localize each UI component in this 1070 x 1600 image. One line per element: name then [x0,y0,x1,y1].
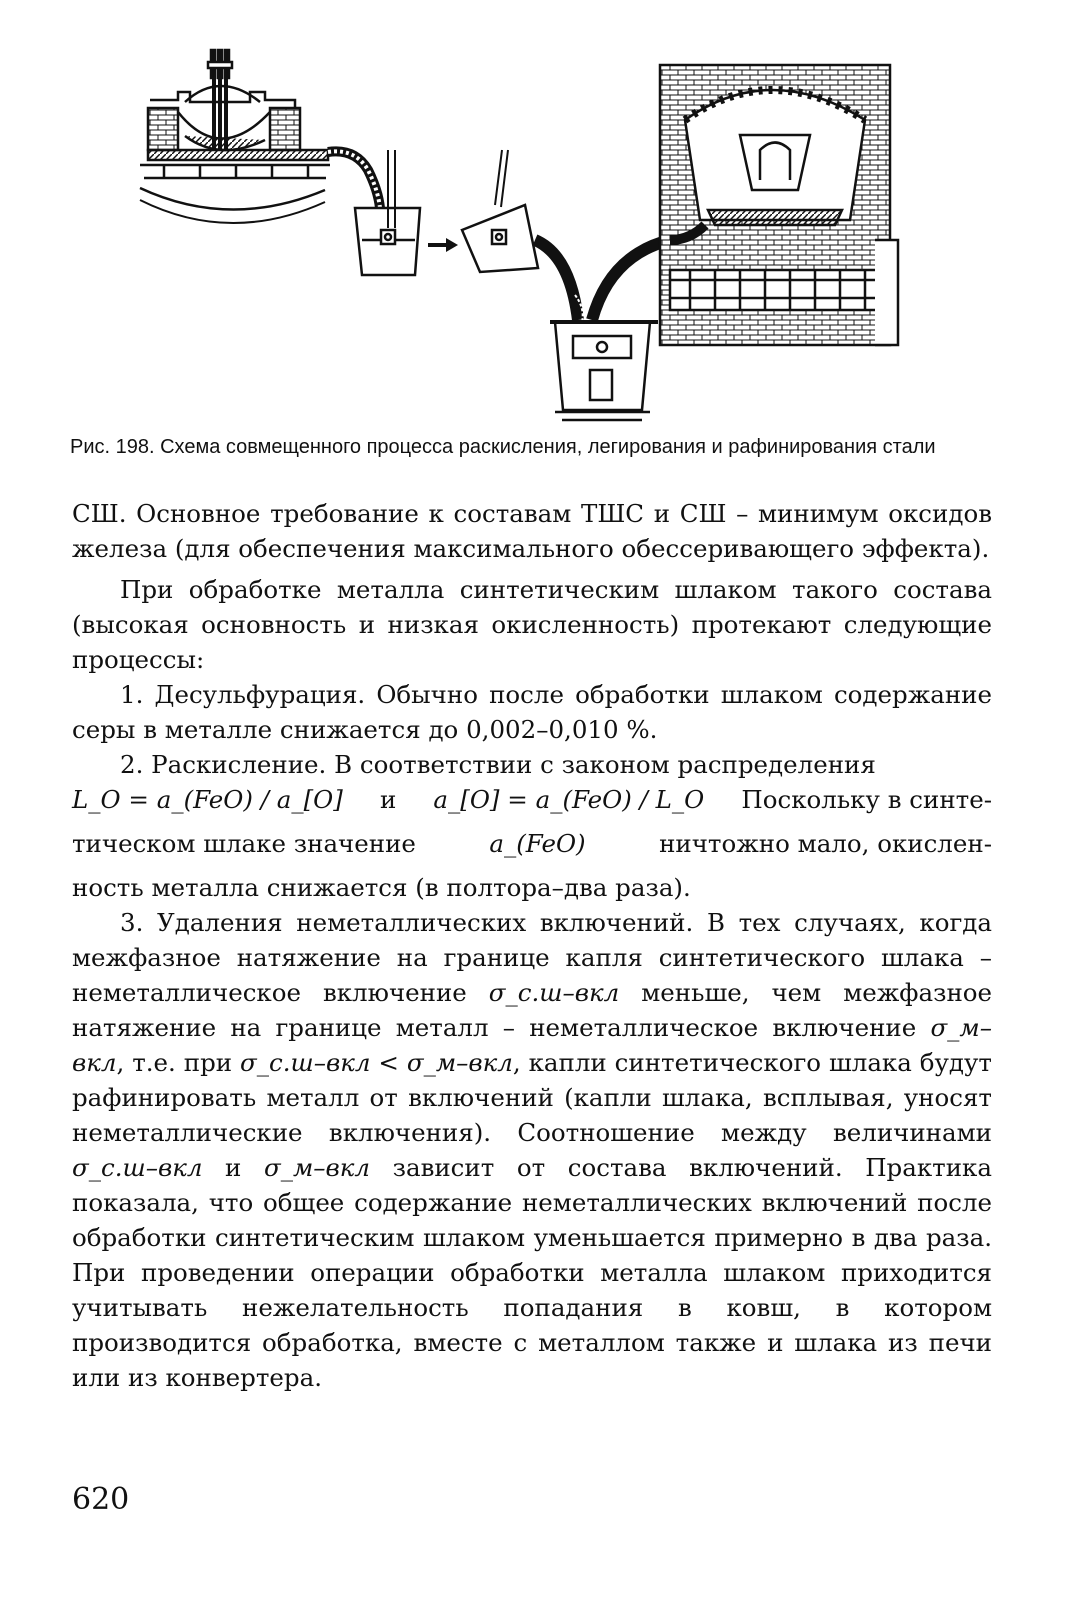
inclusions-text-f: зависит от состава включений. Практика показала, что общее содержание неметаллических включений после обработки синтетическим шлаком уменьшается примерно в два раза. При проведении операции обработки металла шлаком приходится учитывать нежелательность попадания в ковш, в котором производится обработка, вместе с металлом также и шлака из печи или из конвертера. [72,1153,992,1392]
receiving-ladle [550,322,658,420]
process-scheme-drawing [130,40,930,430]
sigma-metal-inclusion: σ_м–вкл [72,1013,992,1077]
main-text [72,496,992,1395]
arc-furnace [140,50,330,223]
inclusions-text-b: меньше, чем межфазное натяжение на границе металл – неметаллическое включение [72,978,993,1042]
paragraph-deoxidation-intro: 2. Раскисление. В соответствии с законом распределения [120,750,876,779]
inclusions-text-e: и [225,1153,242,1182]
slag-furnace [660,65,898,345]
formula-oxygen-activity: a_[O] = a_(FeO) / L_O [433,785,705,814]
formula-line-tail: Поскольку в синте- [741,785,992,814]
deoxidation-line [72,826,992,870]
paragraph-desulfurization: 1. Десульфурация. Обычно после обработки шлаком содержание серы в металле снижается до 0,002–0,010 %. [72,680,992,744]
deoxidation-text-a: тическом шлаке значение [72,829,416,858]
deoxidation-end: ность металла снижается (в полтора–два раза). [72,873,691,902]
page-number: 620 [72,1482,130,1517]
formula-distribution: L_O = a_(FeO) / a_[O] [72,785,343,814]
inclusions-text-d: , капли синтетического шлака будут рафинировать металл от включений (капли шлака, всплывая, уносят неметаллические включения). Соотношение между величинами [72,1048,992,1147]
sigma-slag-inclusion: σ_с.ш–вкл [488,978,620,1007]
metal-stream-2 [535,240,578,320]
deoxidation-text-b: ничтожно мало, окислен- [659,829,992,858]
sigma-inequality: σ_с.ш–вкл < σ_м–вкл [240,1048,513,1077]
ladle-tilted [462,150,538,272]
metal-stream-3 [592,240,670,320]
process-scheme-figure [130,40,930,430]
sigma-metal-inclusion-2: σ_м–вкл [263,1153,370,1182]
paragraph-2: При обработке металла синтетическим шлаком такого состава (высокая основность и низкая окисленность) протекают следующие процессы: [72,575,992,674]
transfer-arrow [428,238,458,252]
paragraph-inclusions [72,905,992,1395]
figure-caption: Рис. 198. Схема совмещенного процесса раскисления, легирования и рафинирования стали [70,436,936,458]
metal-stream-1 [328,151,380,208]
paragraph-1: СШ. Основное требование к составам ТШС и СШ – минимум оксидов железа (для обеспечения максимального обессеривающего эффекта). [72,499,992,563]
inclusions-text-a: 3. Удаления неметаллических включений. В тех случаях, когда межфазное натяжение на границе капля синтетического шлака – неметаллическое включение [72,908,992,1007]
feo-activity-symbol: a_(FeO) [489,829,586,858]
formula-conjunction: и [379,785,397,814]
inclusions-text-c: , т.е. при [116,1048,233,1077]
formula-line [72,782,992,826]
sigma-slag-inclusion-2: σ_с.ш–вкл [72,1153,203,1182]
